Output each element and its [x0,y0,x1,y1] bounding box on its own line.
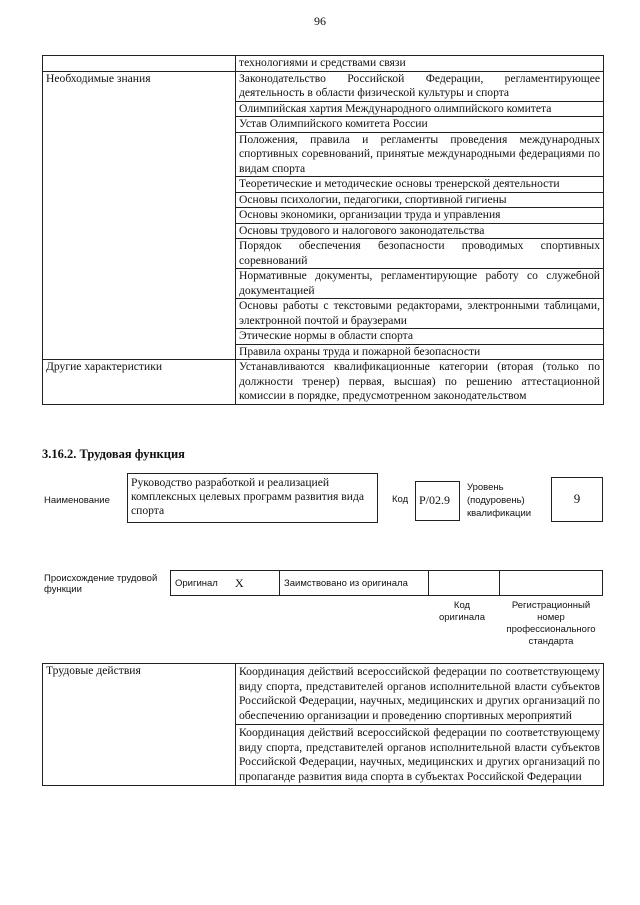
borrowed-label: Заимствовано из оригинала [280,571,429,596]
row-label [43,56,236,72]
knowledge-table [42,55,604,405]
labor-actions-table [42,663,604,786]
original-label: Оригинал [171,571,232,596]
table-row [43,360,604,405]
labor-actions-label: Трудовые действия [43,664,236,786]
level-label-line: квалификации [467,508,532,519]
origin-label-line: функции [44,584,82,595]
function-name-box: Руководство разработкой и реализацией комплексных целевых программ развития вида спорта [127,473,378,523]
row-value: Устав Олимпийского комитета России [236,117,604,133]
level-label-line: (подуровень) [467,495,525,506]
origin-table [170,570,603,596]
caption-line: номер [537,612,565,623]
row-value: Основы психологии, педагогики, спортивной гигиены [236,192,604,208]
borrowed-code-cell [429,571,500,596]
page-number: 96 [314,14,326,28]
table-row [43,664,604,725]
table-row [43,71,604,101]
row-value: Правила охраны труда и пожарной безопасности [236,344,604,360]
row-value: Олимпийская хартия Международного олимпийского комитета [236,101,604,117]
original-mark: X [231,571,280,596]
row-value: Порядок обеспечения безопасности проводимых спортивных соревнований [236,239,604,269]
row-value: Основы трудового и налогового законодательства [236,223,604,239]
row-value: Основы работы с текстовыми редакторами, электронными таблицами, электронной почтой и браузерами [236,299,604,329]
row-value: Устанавливаются квалификационные категории (вторая (только по должности тренер) первая, высшая) по решению аттестационной комиссии в порядке, предусмотренном законодательством [236,360,604,405]
caption-line: оригинала [438,612,485,623]
caption-line: Код [453,600,471,611]
labor-action-item: Координация действий всероссийской федерации по соответствующему виду спорта, представителей органов исполнительной власти субъектов Российской Федерации, научных, медицинских и других организаций по пропаганде развития вида спорта в субъектах Российской Федерации [236,725,604,786]
row-value: Основы экономики, организации труда и управления [236,208,604,224]
function-code-box: P/02.9 [415,481,460,521]
level-label-line: Уровень [467,482,504,493]
row-value: Нормативные документы, регламентирующие работу со служебной документацией [236,269,604,299]
labor-action-item: Координация действий всероссийской федерации по соответствующему виду спорта, представителей органов исполнительной власти субъектов Российской Федерации, научных, медицинских и других организаций по обеспечению организации и проведению спортивных мероприятий [236,664,604,725]
row-value: Этические нормы в области спорта [236,329,604,345]
qualification-level-box: 9 [551,477,603,522]
caption-registration-number [498,600,604,648]
row-value: Законодательство Российской Федерации, регламентирующее деятельность в области физической культуры и спорта [236,71,604,101]
table-row [43,56,604,72]
caption-line: профессионального [506,624,596,635]
row-value: технологиями и средствами связи [236,56,604,72]
table-row [171,571,603,596]
row-label-other: Другие характеристики [43,360,236,405]
caption-line: стандарта [528,636,574,647]
registration-number-cell [500,571,603,596]
row-value: Положения, правила и регламенты проведения международных спортивных соревнований, принятые международными федерациями по видам спорта [236,132,604,177]
code-label: Код [392,494,409,505]
caption-original-code [430,600,494,624]
row-label-knowledge: Необходимые знания [43,71,236,360]
qualification-level-label [467,481,531,520]
caption-line: Регистрационный [511,600,591,611]
name-label: Наименование [44,495,110,506]
origin-label-line: Происхождение трудовой [44,573,158,584]
row-value: Теоретические и методические основы тренерской деятельности [236,177,604,193]
origin-label [44,573,157,595]
section-heading: 3.16.2. Трудовая функция [42,447,185,461]
